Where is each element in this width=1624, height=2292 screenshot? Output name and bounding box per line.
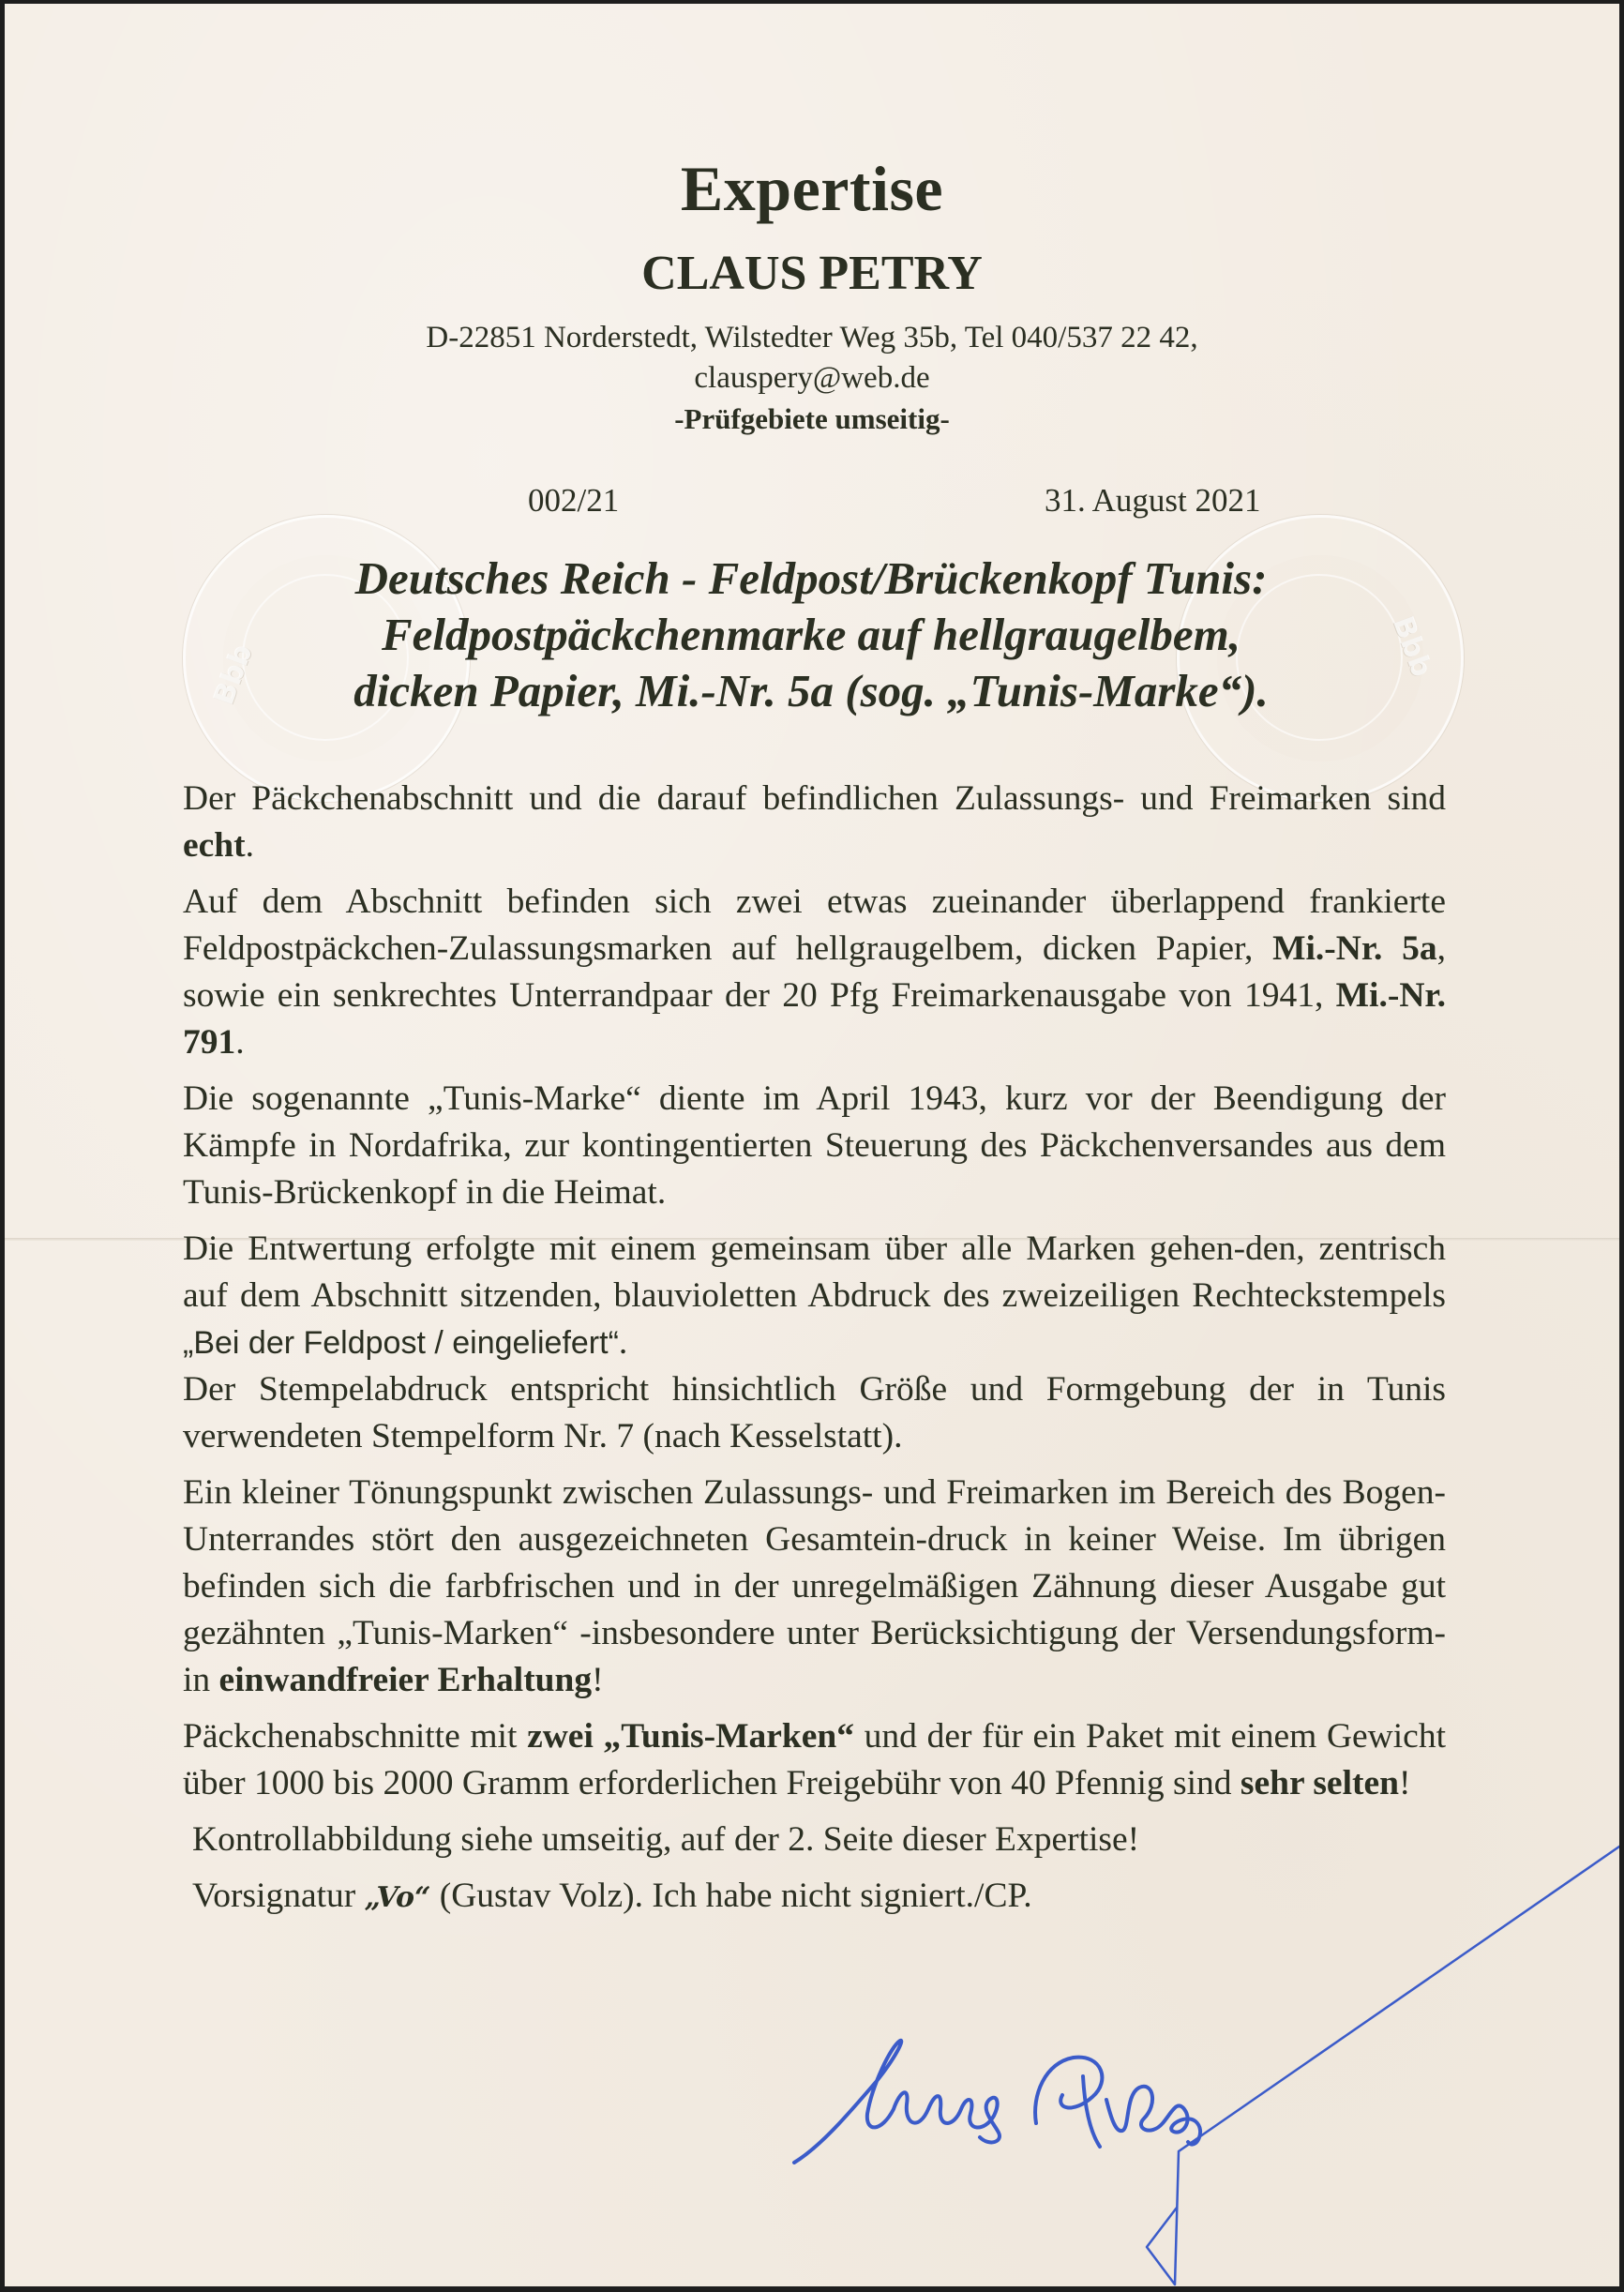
certificate-date: 31. August 2021	[1045, 482, 1261, 519]
signature-first-name-stroke	[794, 2041, 1000, 2163]
text: Die Entwertung erfolgte mit einem gemeinsam über alle Marken gehen-den, zentrisch auf dem Abschnitt sitzenden, blauvioletten Abdruck des zweizeiligen Rechteckstempels	[183, 1229, 1446, 1315]
paragraph-condition	[183, 1470, 1446, 1704]
paragraph-history: Die sogenannte „Tunis-Marke“ diente im April 1943, kurz vor der Beendigung der Kämpfe in Nordafrika, zur kontingentierten Steuerung des Päckchenversandes aus dem Tunis-Brückenkopf in die Heimat.	[183, 1079, 1446, 1212]
paragraph-rarity	[183, 1713, 1446, 1807]
text: !	[1399, 1764, 1411, 1802]
verdict-genuine: echt	[183, 826, 246, 865]
subject-line-2: Feldpostpäckchenmarke auf hellgraugelbem,	[382, 609, 1241, 660]
subject-heading	[183, 550, 1439, 719]
text: Der Päckchenabschnitt und die darauf befindlichen Zulassungs- und Freimarken sind	[183, 779, 1446, 818]
text: und der für ein Paket mit einem Gewicht über 1000 bis 2000 Gramm erforderlichen Freigebühr von 40 Pfennig sind	[183, 1717, 1446, 1802]
certificate-number: 002/21	[528, 482, 620, 519]
embossed-seal-left-text: Bbb	[207, 640, 260, 710]
examination-areas-note: -Prüfgebiete umseitig-	[674, 402, 950, 435]
expert-contact	[5, 318, 1619, 399]
text: .	[618, 1323, 628, 1362]
expert-email: clauspery@web.de	[694, 361, 930, 395]
paragraph-control-image: Kontrollabbildung siehe umseitig, auf der 2. Seite dieser Expertise!	[192, 1820, 1140, 1859]
text: (Gustav Volz). Ich habe nicht signiert./CP.	[430, 1877, 1032, 1915]
catalog-number-5a: Mi.-Nr. 5a	[1272, 929, 1437, 968]
cancellation-stamp-text: „Bei der Feldpost / eingeliefert“	[183, 1325, 619, 1361]
text: Ein kleiner Tönungspunkt zwischen Zulassungs- und Freimarken im Bereich des Bogen-Unterrandes stört den ausgezeichneten Gesamtein-druck in keiner Weise. Im übrigen befinden sich die farbfrischen und in der unregelmäßigen Zähnung dieser Ausgabe gut gezähnten „Tunis-Marken“ -insbesondere unter Berücksichtigung der Versendungsform- in	[183, 1473, 1446, 1699]
expert-name: CLAUS PETRY	[641, 247, 983, 300]
text: , sowie ein senkrechtes Unterrandpaar der 20 Pfg Freimarkenausgabe von 1941,	[183, 929, 1446, 1015]
paragraph-stamp-form: Der Stempelabdruck entspricht hinsichtlich Größe und Formgebung der in Tunis verwendeten Stempelform Nr. 7 (nach Kesselstatt).	[183, 1370, 1446, 1455]
subject-line-1: Deutsches Reich - Feldpost/Brückenkopf Tunis:	[354, 552, 1268, 604]
catalog-number-791: Mi.-Nr. 791	[183, 976, 1446, 1062]
certificate-body	[183, 776, 1446, 1931]
presignature-mark: „Vo“	[364, 1881, 431, 1914]
expertise-certificate-page	[5, 4, 1619, 2286]
subject-line-3: dicken Papier, Mi.-Nr. 5a (sog. „Tunis-Marke“).	[353, 665, 1269, 716]
two-tunis-stamps: zwei „Tunis-Marken“	[527, 1717, 854, 1756]
condition-verdict: einwandfreier Erhaltung	[218, 1661, 593, 1699]
signature-surname-stroke	[1035, 2058, 1200, 2147]
paragraph-description	[183, 879, 1446, 1066]
text: Päckchenabschnitte mit	[183, 1717, 528, 1756]
text: .	[235, 1023, 245, 1062]
text: Auf dem Abschnitt befinden sich zwei etwas zueinander überlappend frankierte Feldpostpäckchen-Zulassungsmarken auf hellgraugelbem, dicken Papier,	[183, 882, 1446, 968]
document-title: Expertise	[680, 153, 944, 224]
text: .	[245, 826, 255, 865]
paragraph-presignature	[183, 1873, 1446, 1922]
paragraph-cancellation	[183, 1226, 1446, 1366]
text: Vorsignatur	[192, 1877, 365, 1915]
expert-address: D-22851 Norderstedt, Wilstedter Weg 35b, Tel 040/537 22 42,	[426, 321, 1198, 354]
text: !	[592, 1661, 604, 1699]
paragraph-authenticity	[183, 776, 1446, 869]
rarity-verdict: sehr selten	[1240, 1764, 1399, 1802]
embossed-seal-right-text: Bbb	[1386, 611, 1438, 682]
